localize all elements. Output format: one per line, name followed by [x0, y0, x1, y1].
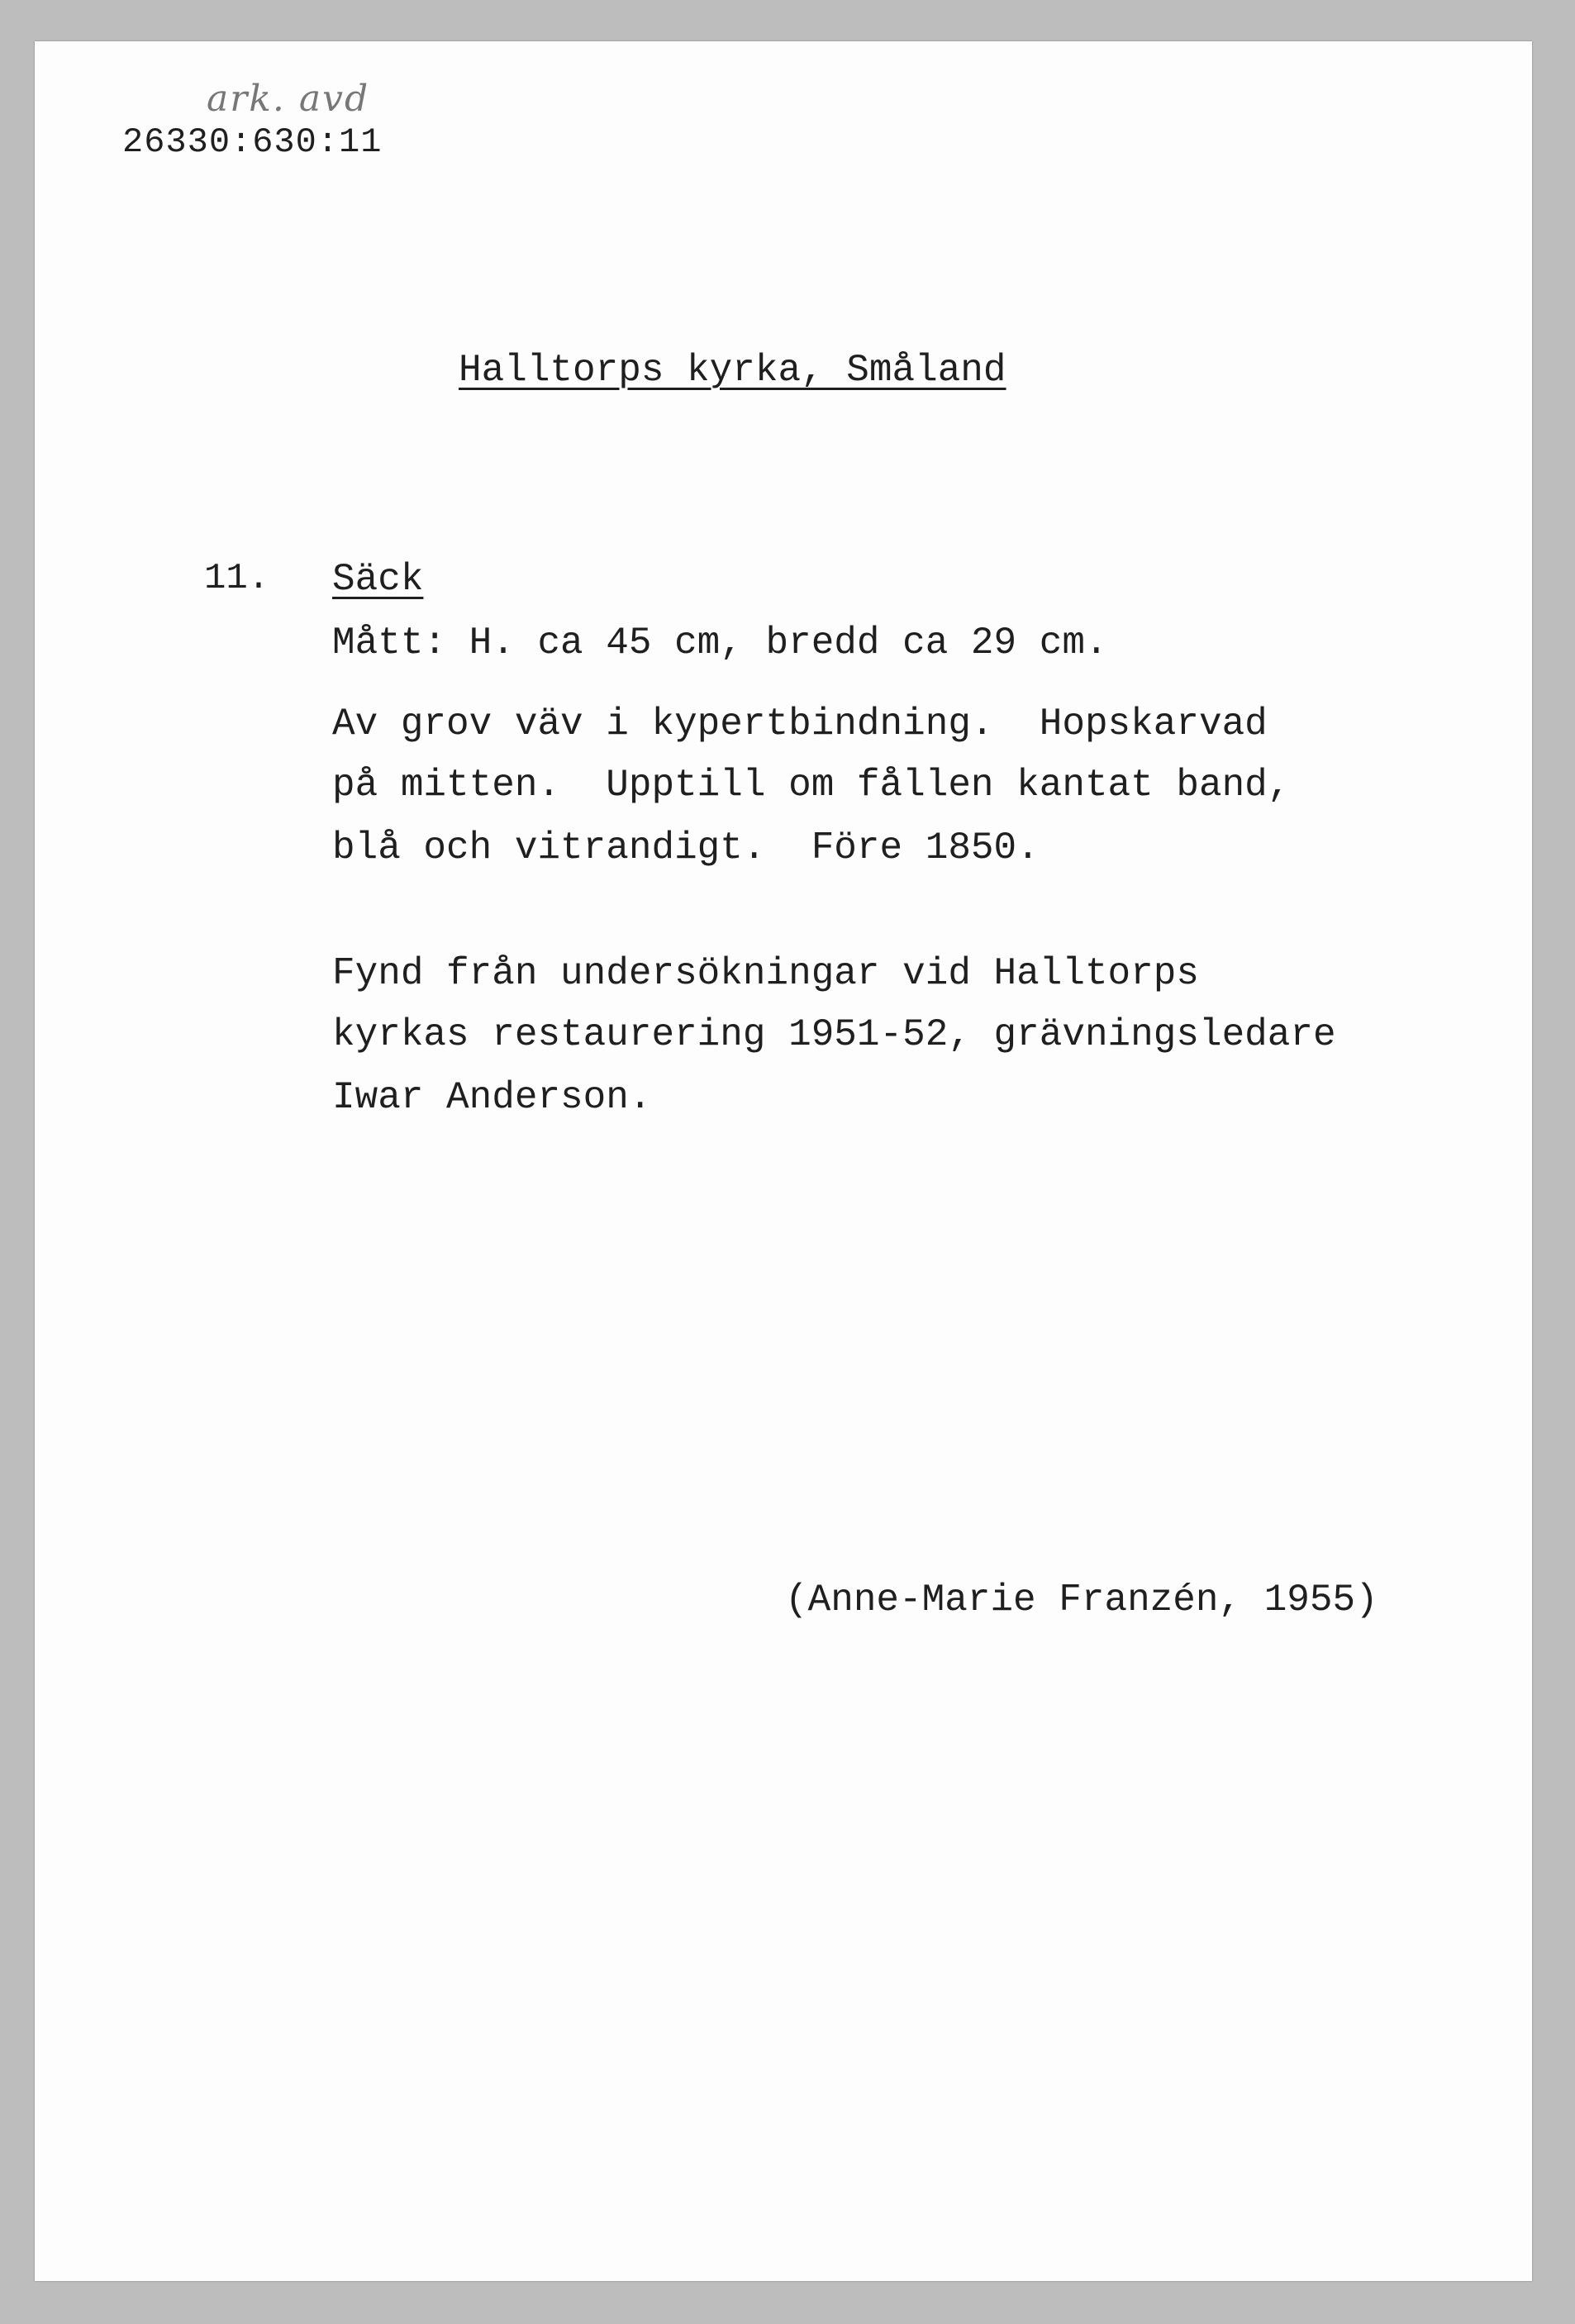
index-card	[35, 41, 1532, 2281]
author-signature: (Anne-Marie Franzén, 1955)	[785, 1579, 1378, 1622]
provenance-line-2: kyrkas restaurering 1951-52, grävningsledare	[332, 1013, 1336, 1056]
catalog-number: 26330:630:11	[122, 122, 383, 162]
handwritten-note: ark. avd	[207, 78, 370, 120]
page-title: Halltorps kyrka, Småland	[459, 349, 1006, 392]
item-title: Säck	[332, 558, 424, 601]
provenance-line-3: Iwar Anderson.	[332, 1076, 652, 1119]
provenance-line-1: Fynd från undersökningar vid Halltorps	[332, 952, 1199, 995]
measurements: Mått: H. ca 45 cm, bredd ca 29 cm.	[332, 621, 1108, 664]
description-line-3: blå och vitrandigt. Före 1850.	[332, 826, 1040, 869]
item-number: 11.	[204, 558, 270, 599]
description-line-1: Av grov väv i kypertbindning. Hopskarvad	[332, 702, 1268, 745]
description-line-2: på mitten. Upptill om fållen kantat band,	[332, 764, 1291, 807]
